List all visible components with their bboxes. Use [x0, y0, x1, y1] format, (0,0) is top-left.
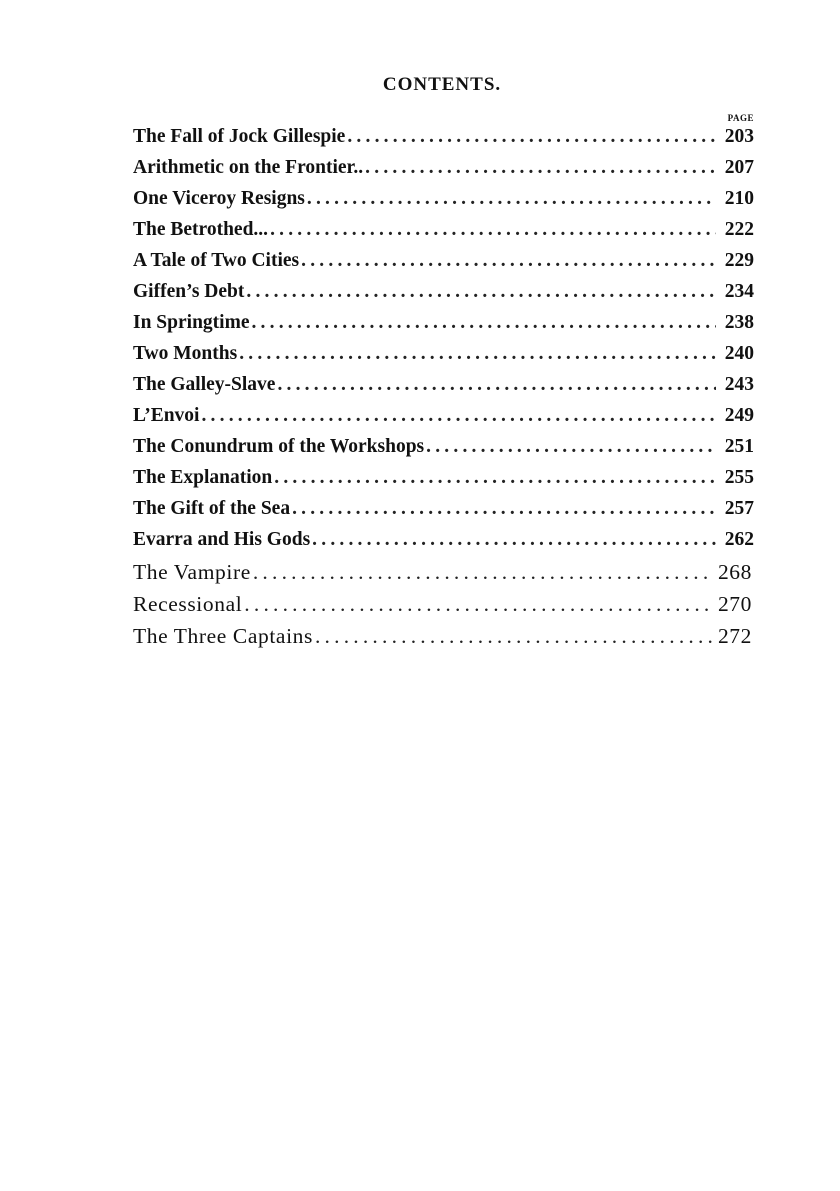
- toc-entry: [133, 157, 754, 188]
- toc-entry-page: 255: [724, 467, 754, 488]
- dot-leader: [253, 560, 712, 585]
- dot-leader: [244, 592, 712, 617]
- toc-entry: [133, 436, 754, 467]
- toc-entry-page: 229: [724, 250, 754, 271]
- toc-entry-page: 268: [717, 560, 752, 584]
- toc-entry-page: 249: [724, 405, 754, 426]
- toc-entry: [133, 219, 754, 250]
- toc-entry-title: The Explanation: [133, 467, 273, 488]
- toc-entry-title: The Fall of Jock Gillespie: [133, 126, 346, 147]
- toc-entry-page: 203: [724, 126, 754, 147]
- toc-entry: [133, 405, 754, 436]
- toc-entry-page: 238: [724, 312, 754, 333]
- toc-entry-title: The Vampire: [133, 560, 251, 584]
- dot-leader: [246, 281, 716, 303]
- toc-entry-page: 262: [724, 529, 754, 550]
- toc-entry: [133, 374, 754, 405]
- dot-leader: [270, 219, 716, 241]
- dot-leader: [426, 436, 716, 458]
- toc-entry-title: The Betrothed...: [133, 219, 269, 240]
- dot-leader: [251, 312, 716, 334]
- toc-entry-page: 243: [724, 374, 754, 395]
- toc-entry-page: 210: [724, 188, 754, 209]
- toc-entry-title: Recessional: [133, 592, 243, 616]
- dot-leader: [274, 467, 716, 489]
- toc-entry: [133, 250, 754, 281]
- toc-entry: [133, 126, 754, 157]
- toc-entry: [133, 467, 754, 498]
- toc-entry: [133, 560, 752, 592]
- dot-leader: [365, 157, 716, 179]
- toc-entry-title: The Galley-Slave: [133, 374, 276, 395]
- toc-entry-title: A Tale of Two Cities: [133, 250, 300, 271]
- toc-entry-title: Two Months: [133, 343, 238, 364]
- toc-entry-page: 234: [724, 281, 754, 302]
- dot-leader: [312, 529, 716, 551]
- dot-leader: [277, 374, 716, 396]
- dot-leader: [315, 624, 712, 649]
- toc-entry-page: 272: [717, 624, 752, 648]
- dot-leader: [347, 126, 716, 148]
- toc-entry: [133, 624, 752, 656]
- page-column-label: PAGE: [727, 113, 754, 123]
- toc-entry: [133, 529, 754, 560]
- table-of-contents: [133, 126, 754, 656]
- toc-entry-title: Arithmetic on the Frontier..: [133, 157, 364, 178]
- toc-entry-title: Evarra and His Gods: [133, 529, 311, 550]
- toc-entry: [133, 592, 752, 624]
- toc-entry-page: 240: [724, 343, 754, 364]
- dot-leader: [307, 188, 716, 210]
- toc-entry-title: One Viceroy Resigns: [133, 188, 305, 209]
- toc-entry-title: Giffen’s Debt: [133, 281, 245, 302]
- toc-entry-page: 257: [724, 498, 754, 519]
- toc-entry-title: The Three Captains: [133, 624, 313, 648]
- dot-leader: [201, 405, 716, 427]
- toc-entry: [133, 498, 754, 529]
- toc-entry: [133, 312, 754, 343]
- dot-leader: [239, 343, 716, 365]
- toc-entry: [133, 281, 754, 312]
- toc-entry-page: 251: [724, 436, 754, 457]
- toc-entry-title: The Conundrum of the Workshops: [133, 436, 425, 457]
- page-title: CONTENTS.: [382, 74, 502, 95]
- toc-entry-page: 207: [724, 157, 754, 178]
- toc-entry-page: 222: [724, 219, 754, 240]
- dot-leader: [292, 498, 716, 520]
- toc-entry-title: The Gift of the Sea: [133, 498, 291, 519]
- toc-entry: [133, 343, 754, 374]
- toc-entry-title: In Springtime: [133, 312, 250, 333]
- dot-leader: [301, 250, 716, 272]
- toc-entry-page: 270: [717, 592, 752, 616]
- toc-entry: [133, 188, 754, 219]
- toc-entry-title: L’Envoi: [133, 405, 200, 426]
